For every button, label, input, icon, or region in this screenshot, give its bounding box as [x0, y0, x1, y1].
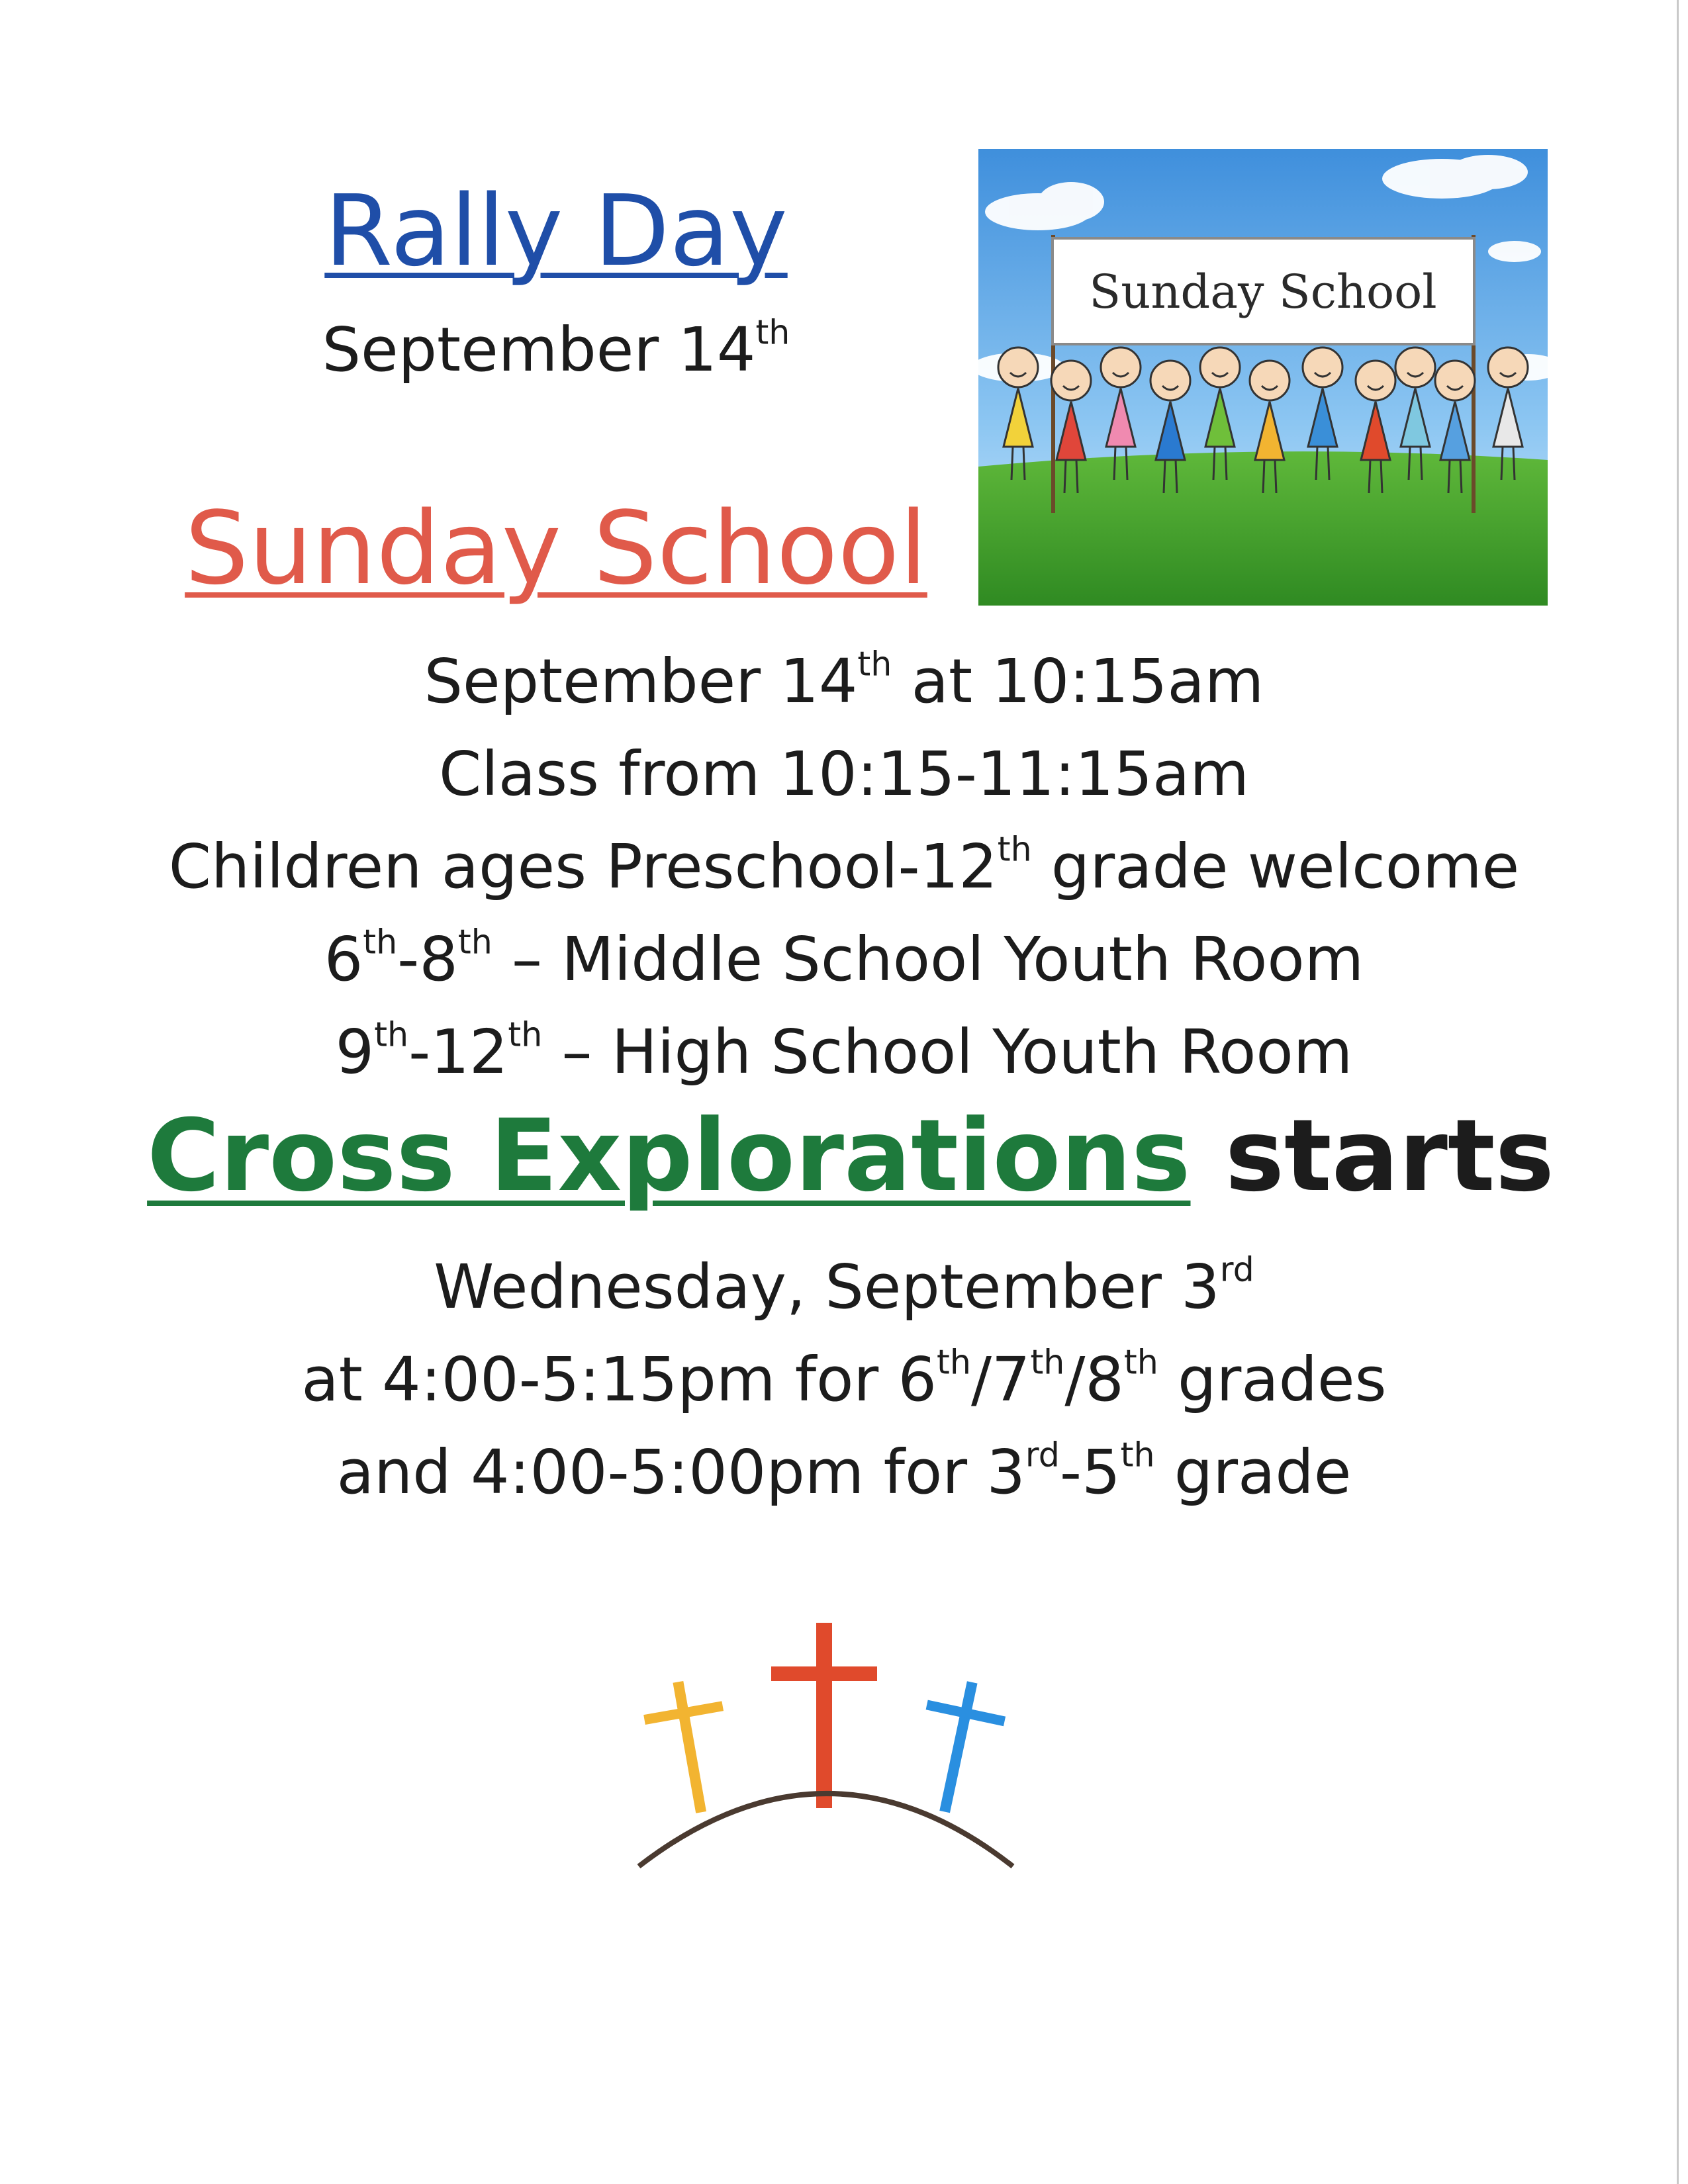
cross-explorations-title: Cross Explorations starts	[147, 1099, 1554, 1214]
sunday-school-title: Sunday School	[185, 490, 927, 607]
detail-line: Class from 10:15-11:15am	[438, 739, 1250, 809]
detail-line: 6th-8th – Middle School Youth Room	[324, 922, 1364, 995]
rally-day-date: September 14th	[322, 312, 790, 385]
three-crosses-icon	[635, 1608, 1019, 1873]
detail-line: Wednesday, September 3rd	[434, 1250, 1254, 1322]
child-head	[1051, 361, 1091, 400]
child-head	[1435, 361, 1475, 400]
child-head	[1101, 347, 1141, 387]
detail-line: and 4:00-5:00pm for 3rd-5th grade	[336, 1435, 1352, 1508]
child-head	[1356, 361, 1395, 400]
detail-line: Children ages Preschool-12th grade welcome	[168, 829, 1520, 902]
sunday-school-illustration	[978, 149, 1548, 606]
cross-explorations-details	[119, 1241, 1569, 1519]
page-edge	[1677, 0, 1679, 2184]
sign-text: Sunday School	[1089, 265, 1437, 319]
child-head	[1200, 347, 1240, 387]
rally-day-title: Rally Day	[324, 174, 788, 288]
detail-line: September 14th at 10:15am	[424, 644, 1264, 717]
child-head	[1150, 361, 1190, 400]
child-head	[1303, 347, 1342, 387]
child-head	[1488, 347, 1528, 387]
child-head	[998, 347, 1038, 387]
detail-line: at 4:00-5:15pm for 6th/7th/8th grades	[301, 1342, 1387, 1415]
child-head	[1395, 347, 1435, 387]
sunday-school-details	[119, 635, 1569, 1099]
child-head	[1250, 361, 1289, 400]
detail-line: 9th-12th – High School Youth Room	[335, 1015, 1353, 1087]
